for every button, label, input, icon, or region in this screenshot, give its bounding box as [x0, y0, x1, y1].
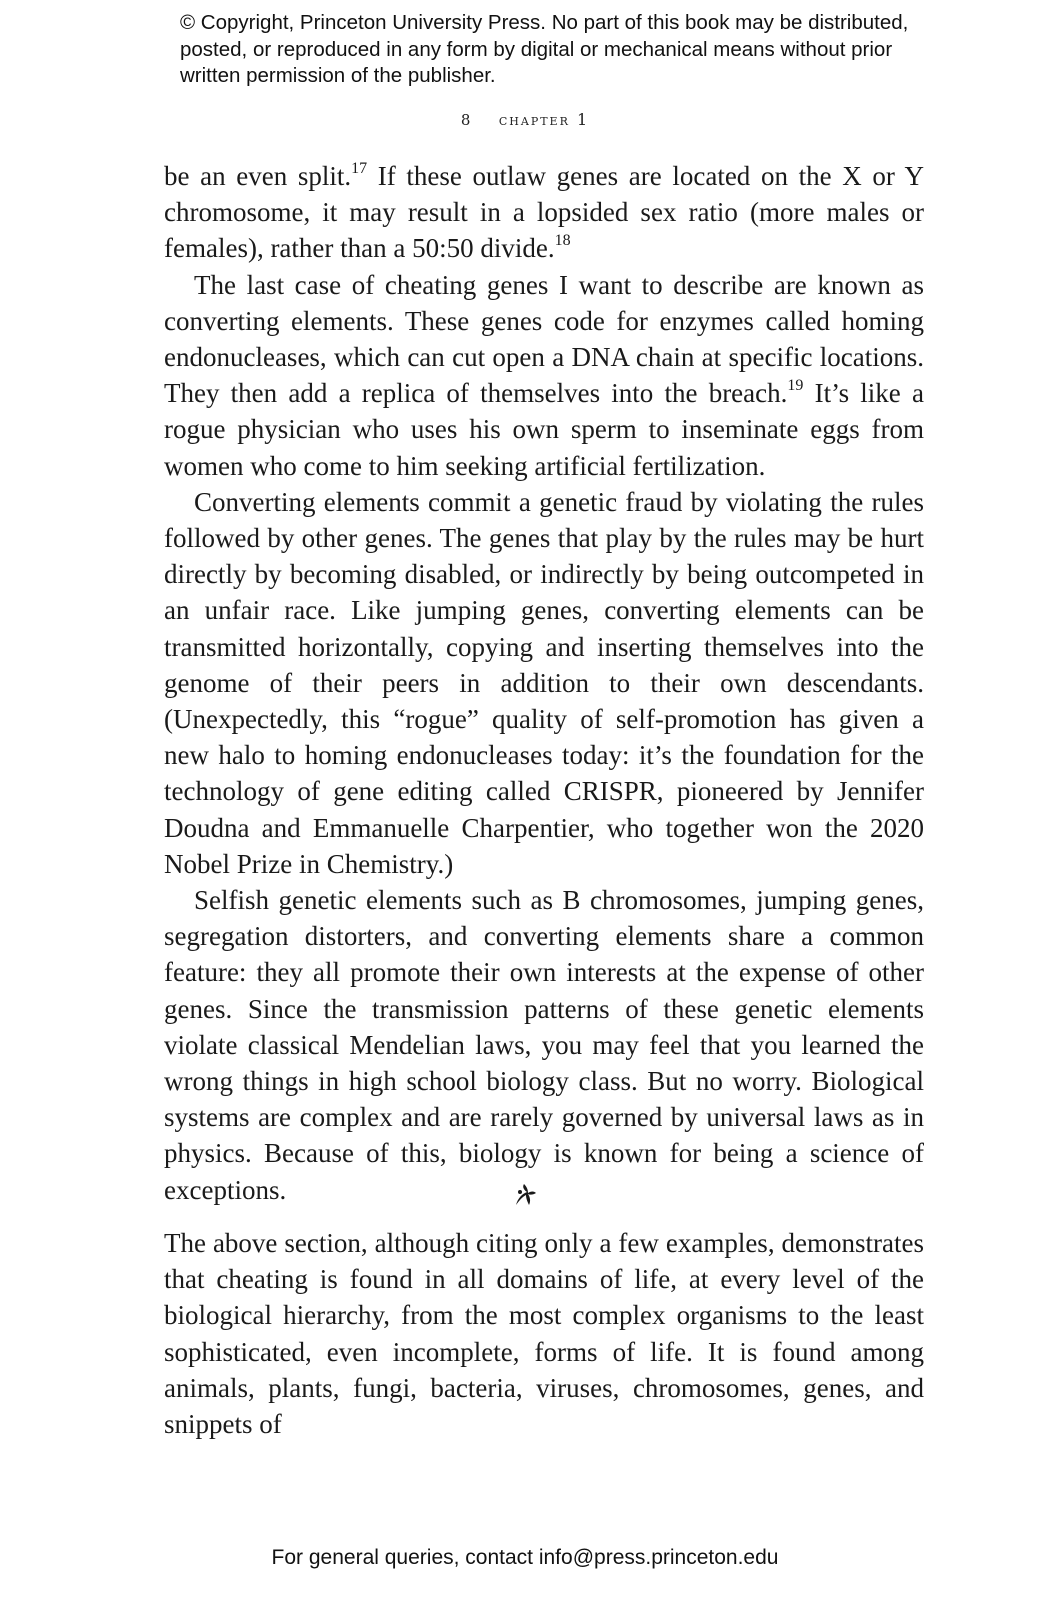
chapter-label: chapter 1 — [498, 110, 590, 129]
footnote-ref-19[interactable]: 19 — [787, 377, 804, 395]
text-run: Converting elements commit a genetic fraud by violating the rules followed by other genes. The genes that play by the rules may be hurt directly by becoming disabled, or indirectly by being outcompeted in an unfair race. Like jumping genes, converting elements can be transmitted horizontally, copying and inserting themselves into the genome of their peers in addition to their own descendants. (Unexpectedly, this “rogue” quality of self-promotion has given a new halo to homing endonucleases today: it’s the foundation for the technology of gene editing called CRISPR, pioneered by Jennifer Doudna and Emmanuelle Charpentier, who together won the 2020 Nobel Prize in Chemistry.) — [164, 486, 924, 879]
paragraph — [164, 484, 924, 882]
footnote-ref-18[interactable]: 18 — [554, 232, 571, 250]
footer-contact: For general queries, contact info@press.princeton.edu — [271, 1546, 779, 1569]
text-run: The last case of cheating genes I want to describe are known as converting elements. These genes code for enzymes called homing endonucleases, which can cut open a DNA chain at specific locations. They then add a replica of themselves into the breach. — [164, 269, 924, 409]
section-paragraph: The above section, although citing only a few examples, demonstrates that cheating is found in all domains of life, at every level of the biological hierarchy, from the most complex organisms to the least sophisticated, even incomplete, forms of life. It is found among animals, plants, fungi, bacteria, viruses, chromosomes, genes, and snippets of — [164, 1228, 924, 1440]
fleuron-icon — [510, 1180, 540, 1210]
paragraph — [164, 882, 924, 1208]
footnote-ref-17[interactable]: 17 — [351, 160, 368, 177]
text-run: It’s like a rogue physician who uses his own sperm to inseminate eggs from women who come to him seeking artificial fertilization. — [164, 378, 924, 481]
copyright-notice: © Copyright, Princeton University Press. No part of this book may be distributed, posted, or reproduced in any form by digital or mechanical means without prior written permission of the publisher. — [180, 11, 909, 87]
paragraph — [164, 158, 924, 267]
text-run: be an even split. — [164, 161, 352, 191]
text-run: Selfish genetic elements such as B chromosomes, jumping genes, segregation distorters, and converting elements share a common feature: they all promote their own interests at the expense of other genes. Since the transmission patterns of these genetic elements violate classical Mendelian laws, you may feel that you learned the wrong things in high school biology class. But no worry. Biological systems are complex and are rarely governed by universal laws as in physics. Because of this, biology is known for being a science of exceptions. — [164, 885, 924, 1205]
running-head — [0, 110, 1050, 129]
body-text — [164, 158, 924, 1208]
paragraph — [164, 267, 924, 484]
page-number: 8 — [460, 111, 471, 129]
text-run: If these outlaw genes are located on the X or Y chromosome, it may result in a lopsided sex ratio (more males or females), rather than a 50:50 divide. — [164, 161, 924, 264]
